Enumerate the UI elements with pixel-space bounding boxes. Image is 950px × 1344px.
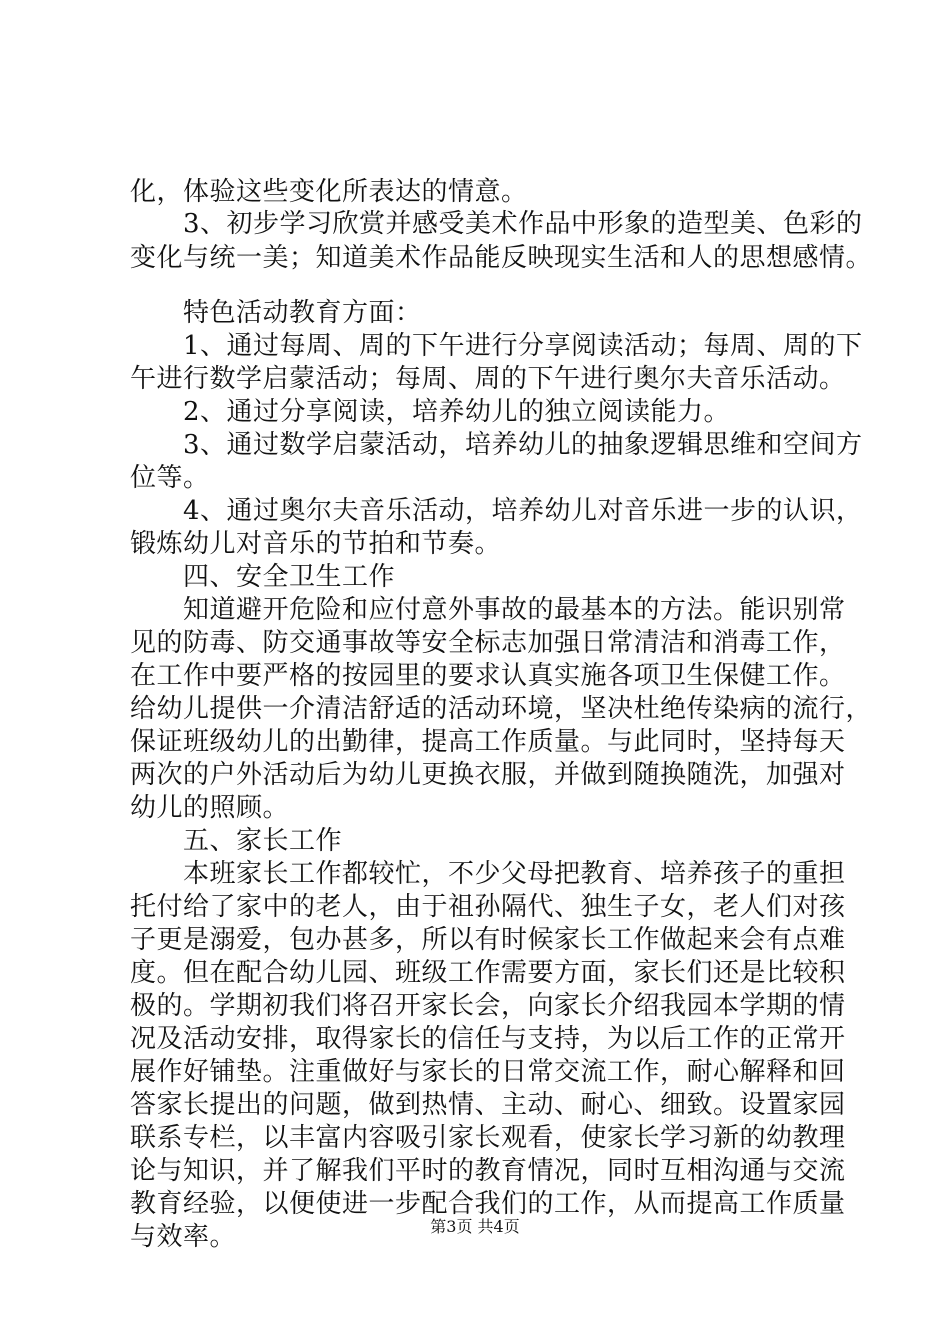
section-heading: 五、家长工作 <box>130 826 343 856</box>
page-footer: 第3页 共4页 <box>430 1217 520 1236</box>
text-line: 子更是溺爱，包办甚多，所以有时候家长工作做起来会有点难 <box>130 925 846 955</box>
text-line: 化，体验这些变化所表达的情意。 <box>130 177 528 207</box>
section-heading: 四、安全卫生工作 <box>130 562 396 592</box>
text-line: 午进行数学启蒙活动；每周、周的下午进行奥尔夫音乐活动。 <box>130 364 846 394</box>
text-line: 教育经验，以便使进一步配合我们的工作，从而提高工作质量 <box>130 1189 846 1219</box>
text-line: 两次的户外活动后为幼儿更换衣服，并做到随换随洗，加强对 <box>130 760 846 790</box>
text-line: 极的。学期初我们将召开家长会，向家长介绍我园本学期的情 <box>130 991 846 1021</box>
text-line: 联系专栏，以丰富内容吸引家长观看，使家长学习新的幼教理 <box>130 1123 846 1153</box>
text-line: 保证班级幼儿的出勤律，提高工作质量。与此同时，坚持每天 <box>130 727 846 757</box>
text-line: 本班家长工作都较忙，不少父母把教育、培养孩子的重担 <box>130 859 846 889</box>
text-line: 锻炼幼儿对音乐的节拍和节奏。 <box>130 529 502 559</box>
text-line: 展作好铺垫。注重做好与家长的日常交流工作，耐心解释和回 <box>130 1057 846 1087</box>
text-line: 3、通过数学启蒙活动，培养幼儿的抽象逻辑思维和空间方 <box>130 430 863 460</box>
section-heading: 特色活动教育方面： <box>130 298 422 328</box>
text-line: 知道避开危险和应付意外事故的最基本的方法。能识别常 <box>130 595 846 625</box>
text-line: 位等。 <box>130 463 210 493</box>
text-line: 1、通过每周、周的下午进行分享阅读活动；每周、周的下 <box>130 331 863 361</box>
text-line: 与效率。 <box>130 1222 237 1252</box>
text-line: 3、初步学习欣赏并感受美术作品中形象的造型美、色彩的 <box>130 209 863 239</box>
text-line: 见的防毒、防交通事故等安全标志加强日常清洁和消毒工作， <box>130 628 846 658</box>
text-line: 答家长提出的问题，做到热情、主动、耐心、细致。设置家园 <box>130 1090 846 1120</box>
text-line: 度。但在配合幼儿园、班级工作需要方面，家长们还是比较积 <box>130 958 846 988</box>
text-line: 幼儿的照顾。 <box>130 793 290 823</box>
text-line: 2、通过分享阅读，培养幼儿的独立阅读能力。 <box>130 397 731 427</box>
text-line: 变化与统一美；知道美术作品能反映现实生活和人的思想感情。 <box>130 243 873 273</box>
text-line: 况及活动安排，取得家长的信任与支持，为以后工作的正常开 <box>130 1024 846 1054</box>
text-line: 4、通过奥尔夫音乐活动，培养幼儿对音乐进一步的认识， <box>130 496 863 526</box>
text-line: 论与知识，并了解我们平时的教育情况，同时互相沟通与交流 <box>130 1156 846 1186</box>
text-line: 在工作中要严格的按园里的要求认真实施各项卫生保健工作。 <box>130 661 846 691</box>
text-line: 托付给了家中的老人，由于祖孙隔代、独生子女，老人们对孩 <box>130 892 846 922</box>
text-line: 给幼儿提供一介清洁舒适的活动环境，坚决杜绝传染病的流行， <box>130 694 873 724</box>
